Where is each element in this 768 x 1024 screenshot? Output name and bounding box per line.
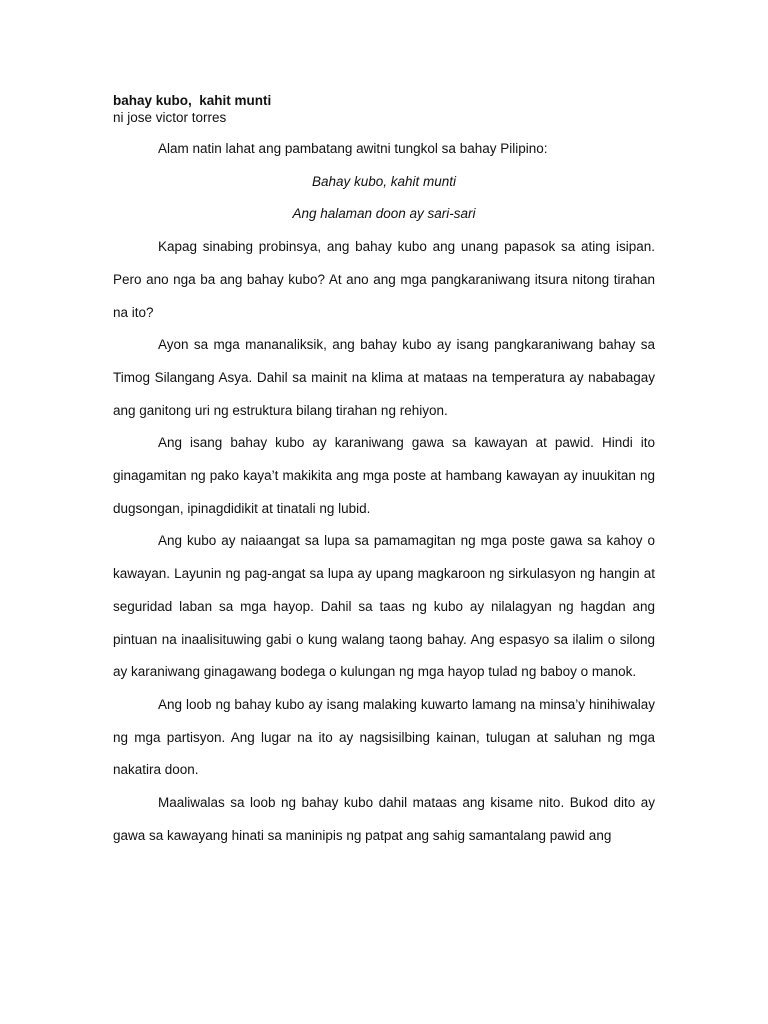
document-body — [113, 92, 655, 852]
body-paragraph: Kapag sinabing probinsya, ang bahay kubo ang unang papasok sa ating isipan. Pero ano nga ba ang bahay kubo? At ano ang mga pangkaraniwang itsura nitong tirahan na ito? — [113, 239, 655, 320]
song-lyric-line: Bahay kubo, kahit munti — [311, 173, 457, 189]
document-author: ni jose victor torres — [113, 110, 227, 125]
song-lyric-line: Ang halaman doon ay sari-sari — [292, 206, 476, 222]
intro-paragraph: Alam natin lahat ang pambatang awitni tungkol sa bahay Pilipino: — [158, 141, 548, 156]
body-paragraph: Ang isang bahay kubo ay karaniwang gawa sa kawayan at pawid. Hindi ito ginagamitan ng pako kaya’t makikita ang mga poste at hambang kawayan ay inuukitan ng dugsongan, ipinagdidikit at tinatali ng lubid. — [113, 435, 655, 516]
body-paragraph: Ang kubo ay naiaangat sa lupa sa pamamagitan ng mga poste gawa sa kahoy o kawayan. Layunin ng pag-angat sa lupa ay upang magkaroon ng sirkulasyon ng hangin at seguridad laban sa mga hayop. Dahil sa taas ng kubo ay nilalagyan ng hagdan ang pintuan na inaalisituwing gabi o kung walang taong bahay. Ang espasyo sa ilalim o silong ay karaniwang ginagawang bodega o kulungan ng mga hayop tulad ng baboy o manok. — [113, 533, 655, 680]
body-paragraph: Ang loob ng bahay kubo ay isang malaking kuwarto lamang na minsa’y hinihiwalay ng mga partisyon. Ang lugar na ito ay nagsisilbing kainan, tulugan at saluhan ng mga nakatira doon. — [113, 696, 655, 778]
body-paragraph: Maaliwalas sa loob ng bahay kubo dahil mataas ang kisame nito. Bukod dito ay gawa sa kawayang hinati sa maninipis ng patpat ang sahig samantalang pawid ang — [113, 795, 655, 843]
body-paragraph: Ayon sa mga mananaliksik, ang bahay kubo ay isang pangkaraniwang bahay sa Timog Silangang Asya. Dahil sa mainit na klima at mataas na temperatura ay nababagay ang ganitong uri ng estruktura bilang tirahan ng rehiyon. — [113, 337, 655, 418]
document-title: bahay kubo, kahit munti — [113, 93, 272, 108]
